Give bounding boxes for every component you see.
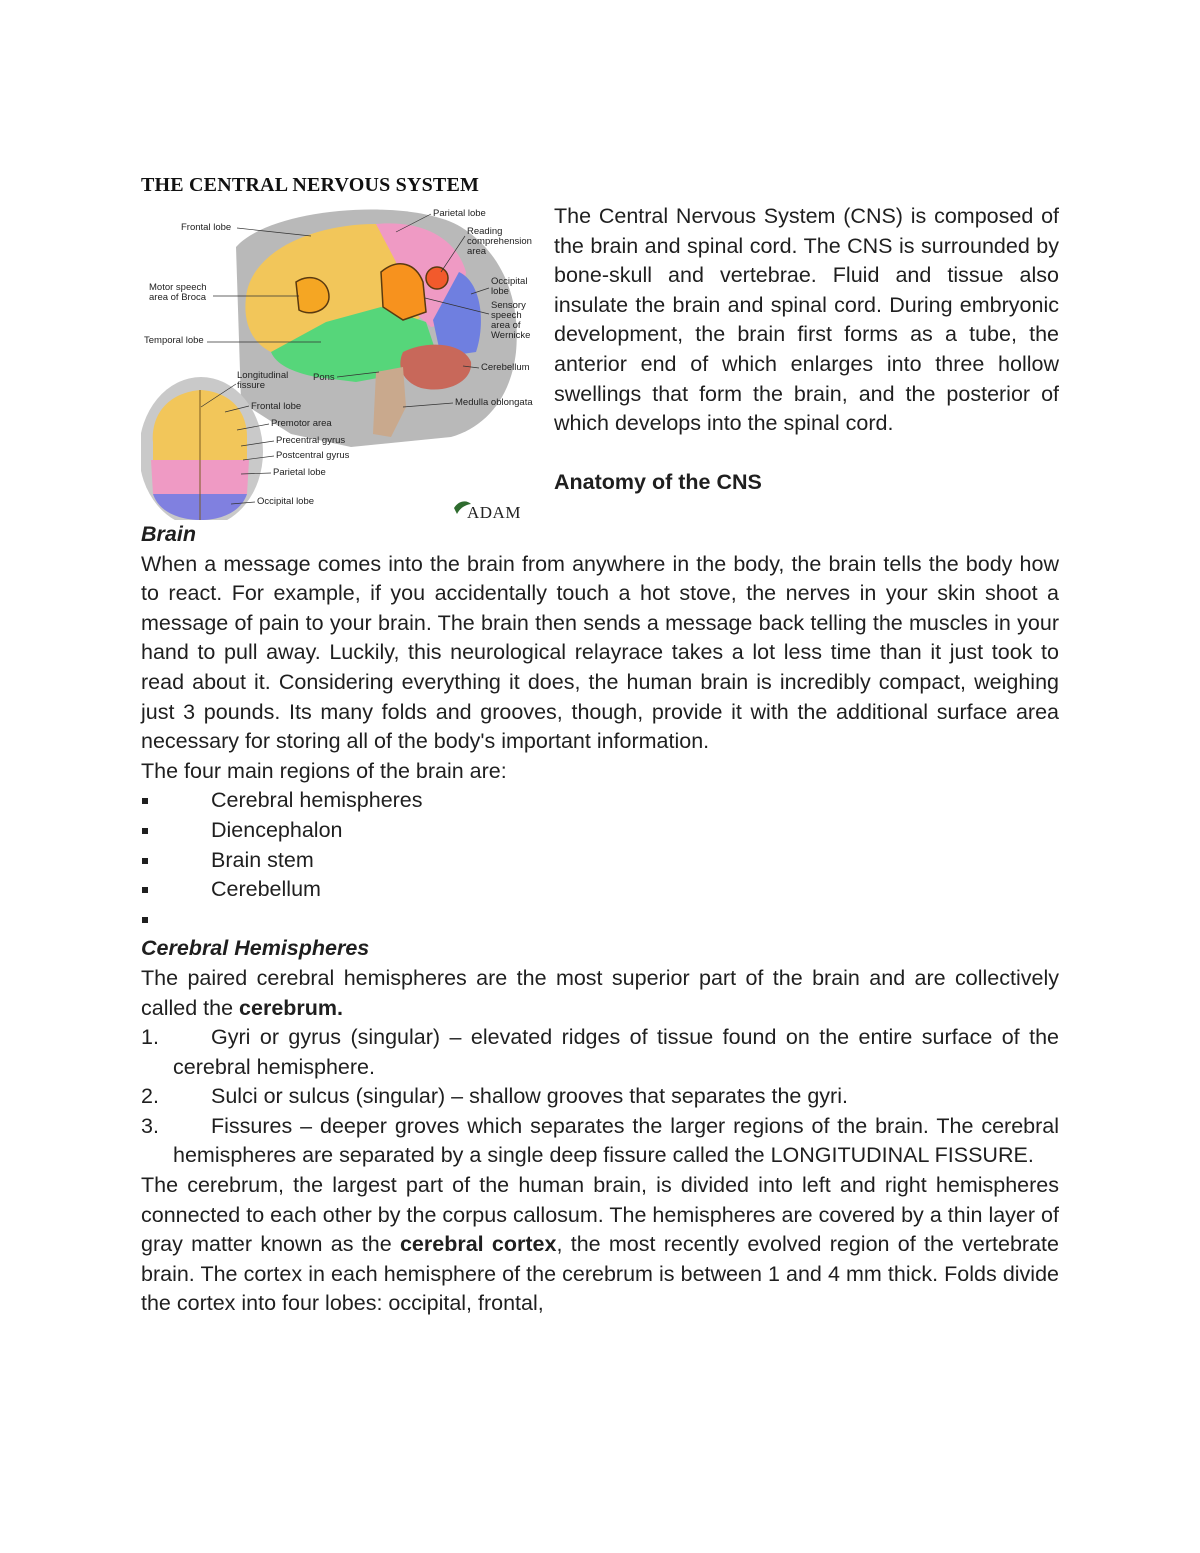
regions-intro: The four main regions of the brain are: xyxy=(141,758,507,783)
svg-text:Wernicke: Wernicke xyxy=(491,330,531,341)
anatomy-heading: Anatomy of the CNS xyxy=(554,470,762,495)
svg-text:area of Broca: area of Broca xyxy=(149,292,207,303)
svg-text:Medulla oblongata: Medulla oblongata xyxy=(455,397,533,408)
list-item: Cerebral hemispheres xyxy=(141,786,1059,816)
brain-paragraph: When a message comes into the brain from anywhere in the body, the brain tells the body how to react. For example, if you accidentally touch a hot stove, the nerves in your skin shoot a message of pain to your brain. The brain then sends a message back telling the muscles in your hand to pull away. Luckily, this neurological relayrace takes a lot less time than it just took to read about it. Considering everything it does, the human brain is incredibly compact, weighing just 3 pounds. Its many folds and grooves, though, provide it with the additional surface area necessary for storing all of the body's important information. xyxy=(141,551,1059,754)
svg-text:Premotor area: Premotor area xyxy=(271,418,332,429)
list-item: Cerebellum xyxy=(141,875,1059,905)
svg-text:ADAM: ADAM xyxy=(467,503,521,520)
brain-heading: Brain xyxy=(141,522,196,546)
svg-text:Pons: Pons xyxy=(313,372,335,383)
list-item xyxy=(141,905,1059,935)
hemispheres-paragraph: The paired cerebral hemispheres are the most superior part of the brain and are collectively called the cerebrum. xyxy=(141,965,1059,1020)
svg-text:Parietal lobe: Parietal lobe xyxy=(433,208,486,219)
document-page xyxy=(141,168,1059,1319)
svg-text:speech: speech xyxy=(491,310,522,321)
svg-text:Occipital: Occipital xyxy=(491,276,528,287)
hemispheres-heading: Cerebral Hemispheres xyxy=(141,936,370,961)
intro-section xyxy=(141,202,1059,520)
spacer xyxy=(554,439,1059,469)
svg-text:Frontal lobe: Frontal lobe xyxy=(181,222,232,233)
svg-text:lobe: lobe xyxy=(491,286,509,297)
adam-logo xyxy=(454,501,521,520)
svg-text:Postcentral gyrus: Postcentral gyrus xyxy=(276,450,350,461)
reading-area-region xyxy=(426,267,448,289)
list-item: Diencephalon xyxy=(141,816,1059,846)
svg-text:Longitudinal: Longitudinal xyxy=(237,370,289,381)
svg-text:Occipital lobe: Occipital lobe xyxy=(257,496,315,507)
svg-text:Temporal lobe: Temporal lobe xyxy=(144,335,204,346)
svg-text:area: area xyxy=(467,246,487,257)
svg-text:Frontal lobe: Frontal lobe xyxy=(251,401,302,412)
brain-diagram xyxy=(141,202,536,520)
svg-text:fissure: fissure xyxy=(237,380,265,391)
svg-text:Precentral gyrus: Precentral gyrus xyxy=(276,435,346,446)
cerebrum-paragraph: The cerebrum, the largest part of the human brain, is divided into left and right hemispheres connected to each other by the corpus callosum. The hemispheres are covered by a thin layer of gray matter known as the cerebral cortex, the most recently evolved region of the vertebrate brain. The cortex in each hemisphere of the cerebrum is between 1 and 4 mm thick. Folds divide the cortex into four lobes: occipital, frontal, xyxy=(141,1173,1059,1316)
list-item: 1. Gyri or gyrus (singular) – elevated ridges of tissue found on the entire surface of the cerebral hemisphere. xyxy=(141,1025,1059,1079)
list-item: 2. Sulci or sulcus (singular) – shallow grooves that separates the gyri. xyxy=(141,1084,848,1109)
list-item: Brain stem xyxy=(141,846,1059,876)
svg-text:Sensory: Sensory xyxy=(491,300,526,311)
svg-text:Cerebellum: Cerebellum xyxy=(481,362,530,373)
svg-text:Reading: Reading xyxy=(467,226,503,237)
intro-paragraph: The Central Nervous System (CNS) is composed of the brain and spinal cord. The CNS is surrounded by bone-skull and vertebrae. Fluid and tissue also insulate the brain and spinal cord. During embryonic development, the brain first forms as a tube, the anterior end of which enlarges into three hollow swellings that form the brain, and the posterior of which develops into the spinal cord. xyxy=(554,204,1059,436)
regions-list xyxy=(141,786,1059,934)
intro-column xyxy=(554,202,1059,520)
svg-text:comprehension: comprehension xyxy=(467,236,532,247)
features-list xyxy=(141,1023,1059,1171)
document-title: THE CENTRAL NERVOUS SYSTEM xyxy=(141,174,480,196)
brain-anatomy-figure xyxy=(141,202,536,520)
broca-area-region xyxy=(296,278,329,313)
svg-text:Motor speech: Motor speech xyxy=(149,282,207,293)
svg-text:area of: area of xyxy=(491,320,521,331)
list-item: 3. Fissures – deeper groves which separates the larger regions of the brain. The cerebral hemispheres are separated by a single deep fissure called the LONGITUDINAL FISSURE. xyxy=(141,1113,1059,1168)
svg-text:Parietal lobe: Parietal lobe xyxy=(273,467,326,478)
